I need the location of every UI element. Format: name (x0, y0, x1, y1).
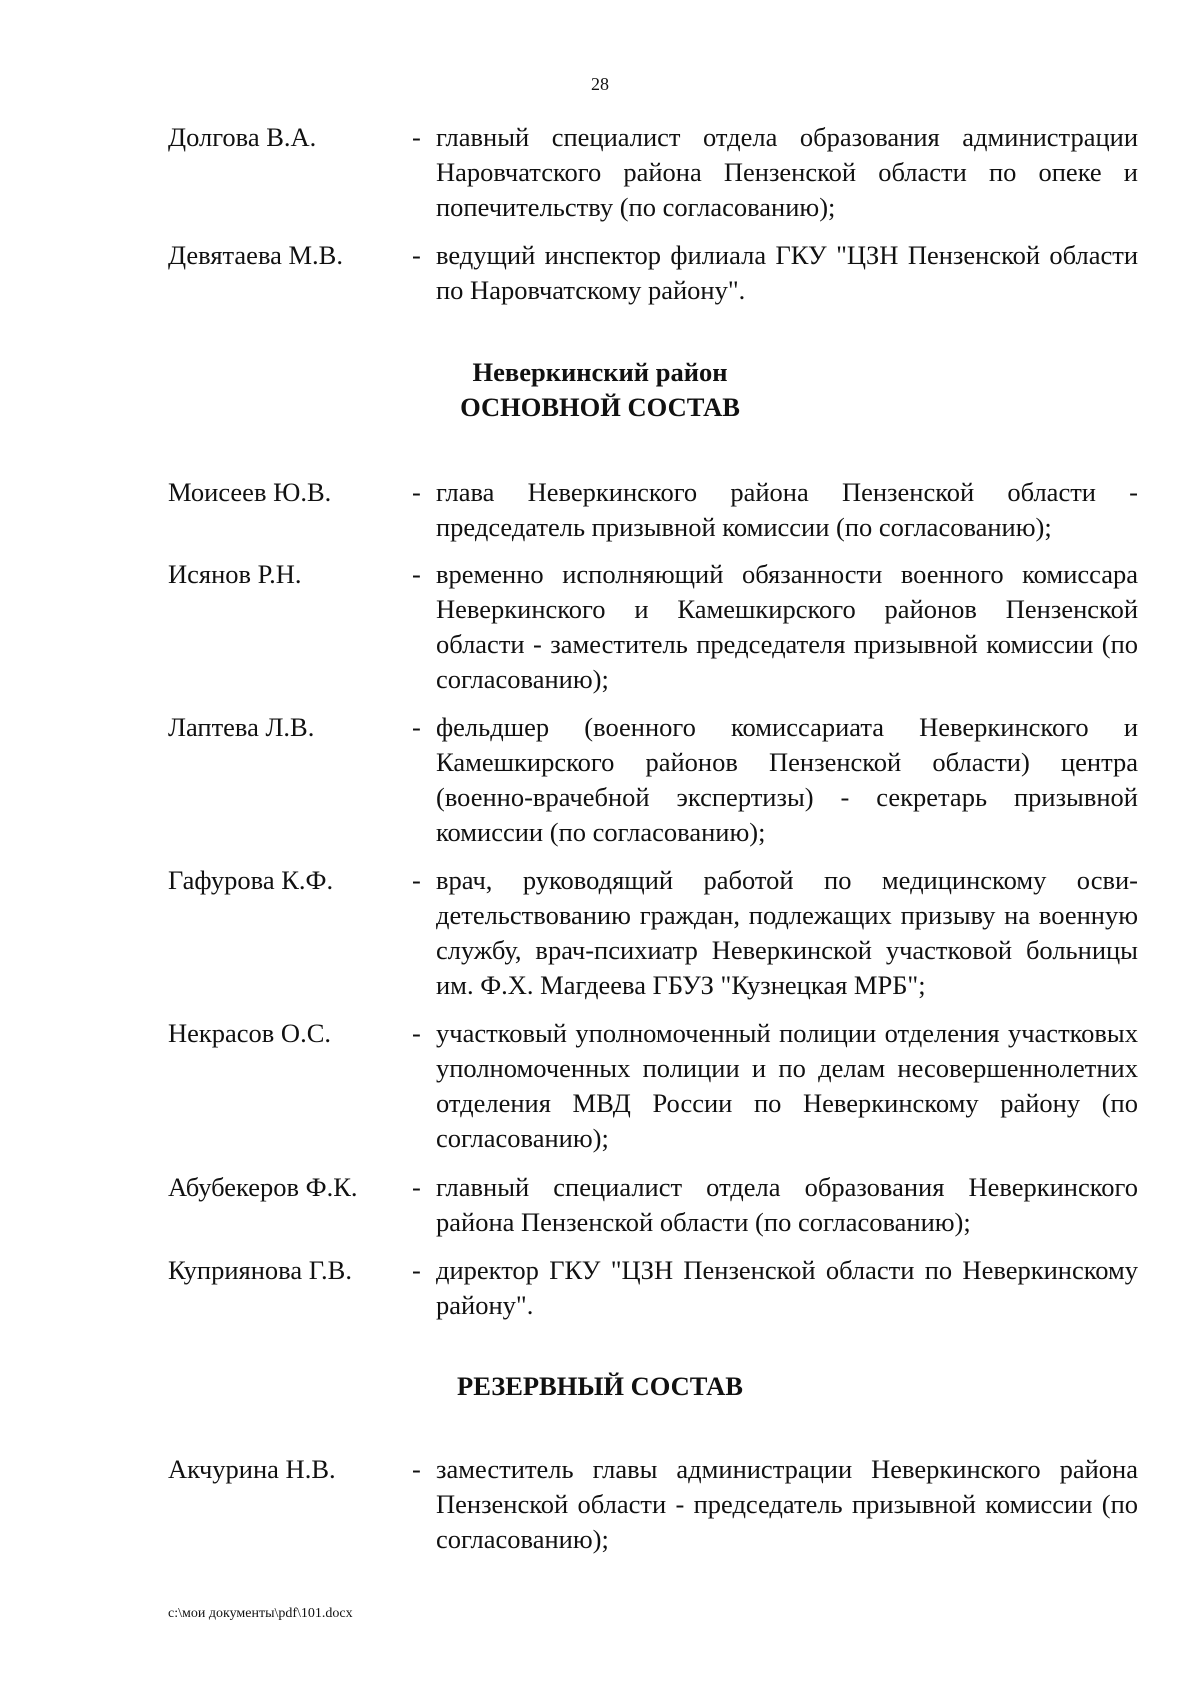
member-position: участковый уполномоченный полиции отделения участковых уполномоченных полиции и по делам несовершеннолетних отделения МВД России по Неверкинскому району (по согласованию); (436, 1018, 1138, 1153)
list-item (168, 863, 1138, 1003)
list-item (168, 557, 1138, 697)
page-number: 28 (591, 74, 609, 94)
member-position: глава Неверкинского района Пензенской области - председатель призывной комиссии (по согласованию); (436, 477, 1138, 542)
separator-dash: - (412, 1172, 421, 1202)
member-position: директор ГКУ "ЦЗН Пензенской области по Неверкинскому району". (436, 1255, 1138, 1320)
reserve-composition-title: РЕЗЕРВНЫЙ СОСТАВ (457, 1371, 743, 1401)
member-name: Лаптева Л.В. (168, 712, 315, 742)
district-title: Неверкинский район (472, 357, 728, 387)
list-item (168, 1253, 1138, 1323)
member-position: врач, руководящий работой по медицинскому освидетельствованию граждан, подлежащих призыву на военную службу, врач-психиатр Неверкинской участковой больницы им. Ф.Х. Магдеева ГБУЗ "Кузнецкая МРБ"; (436, 865, 1138, 1000)
separator-dash: - (412, 1018, 421, 1048)
member-position: заместитель главы администрации Неверкинского района Пензенской области - председатель призывной комиссии (по согласованию); (436, 1454, 1138, 1554)
member-name: Куприянова Г.В. (168, 1255, 352, 1285)
member-name: Некрасов О.С. (168, 1018, 331, 1048)
member-name: Моисеев Ю.В. (168, 477, 332, 507)
member-position: ведущий инспектор филиала ГКУ "ЦЗН Пензенской области по Наровчатскому району". (436, 240, 1138, 305)
member-name: Девятаева М.В. (168, 240, 343, 270)
member-position: главный специалист отдела образования администрации Наровчатского района Пензенской области по опеке и попечительству (по согласованию); (436, 122, 1138, 222)
separator-dash: - (412, 122, 421, 152)
list-item (168, 238, 1138, 308)
member-name: Абубекеров Ф.К. (168, 1172, 358, 1202)
member-name: Долгова В.А. (168, 122, 317, 152)
separator-dash: - (412, 240, 421, 270)
separator-dash: - (412, 1454, 421, 1484)
separator-dash: - (412, 559, 421, 589)
member-position: главный специалист отдела образования Неверкинского района Пензенской области (по согласованию); (436, 1172, 1138, 1237)
list-item (168, 710, 1138, 850)
list-item (168, 475, 1138, 545)
list-item (168, 120, 1138, 225)
separator-dash: - (412, 865, 421, 895)
member-name: Исянов Р.Н. (168, 559, 302, 589)
member-name: Акчурина Н.В. (168, 1454, 336, 1484)
footer-file-path: c:\мои документы\pdf\101.docx (168, 1606, 353, 1621)
list-item (168, 1452, 1138, 1557)
list-item (168, 1170, 1138, 1240)
list-item (168, 1016, 1138, 1156)
separator-dash: - (412, 477, 421, 507)
member-position: временно исполняющий обязанности военного комиссара Неверкинского и Камешкирского районов Пензенской области - заместитель председателя призывной комиссии (по согласованию); (436, 559, 1138, 694)
separator-dash: - (412, 1255, 421, 1285)
member-name: Гафурова К.Ф. (168, 865, 334, 895)
member-position: фельдшер (военного комиссариата Неверкинского и Камешкирского районов Пензенской области) центра (военно-врачебной экспертизы) - секретарь призывной комиссии (по согласованию); (436, 712, 1138, 847)
main-composition-title: ОСНОВНОЙ СОСТАВ (460, 392, 740, 422)
separator-dash: - (412, 712, 421, 742)
